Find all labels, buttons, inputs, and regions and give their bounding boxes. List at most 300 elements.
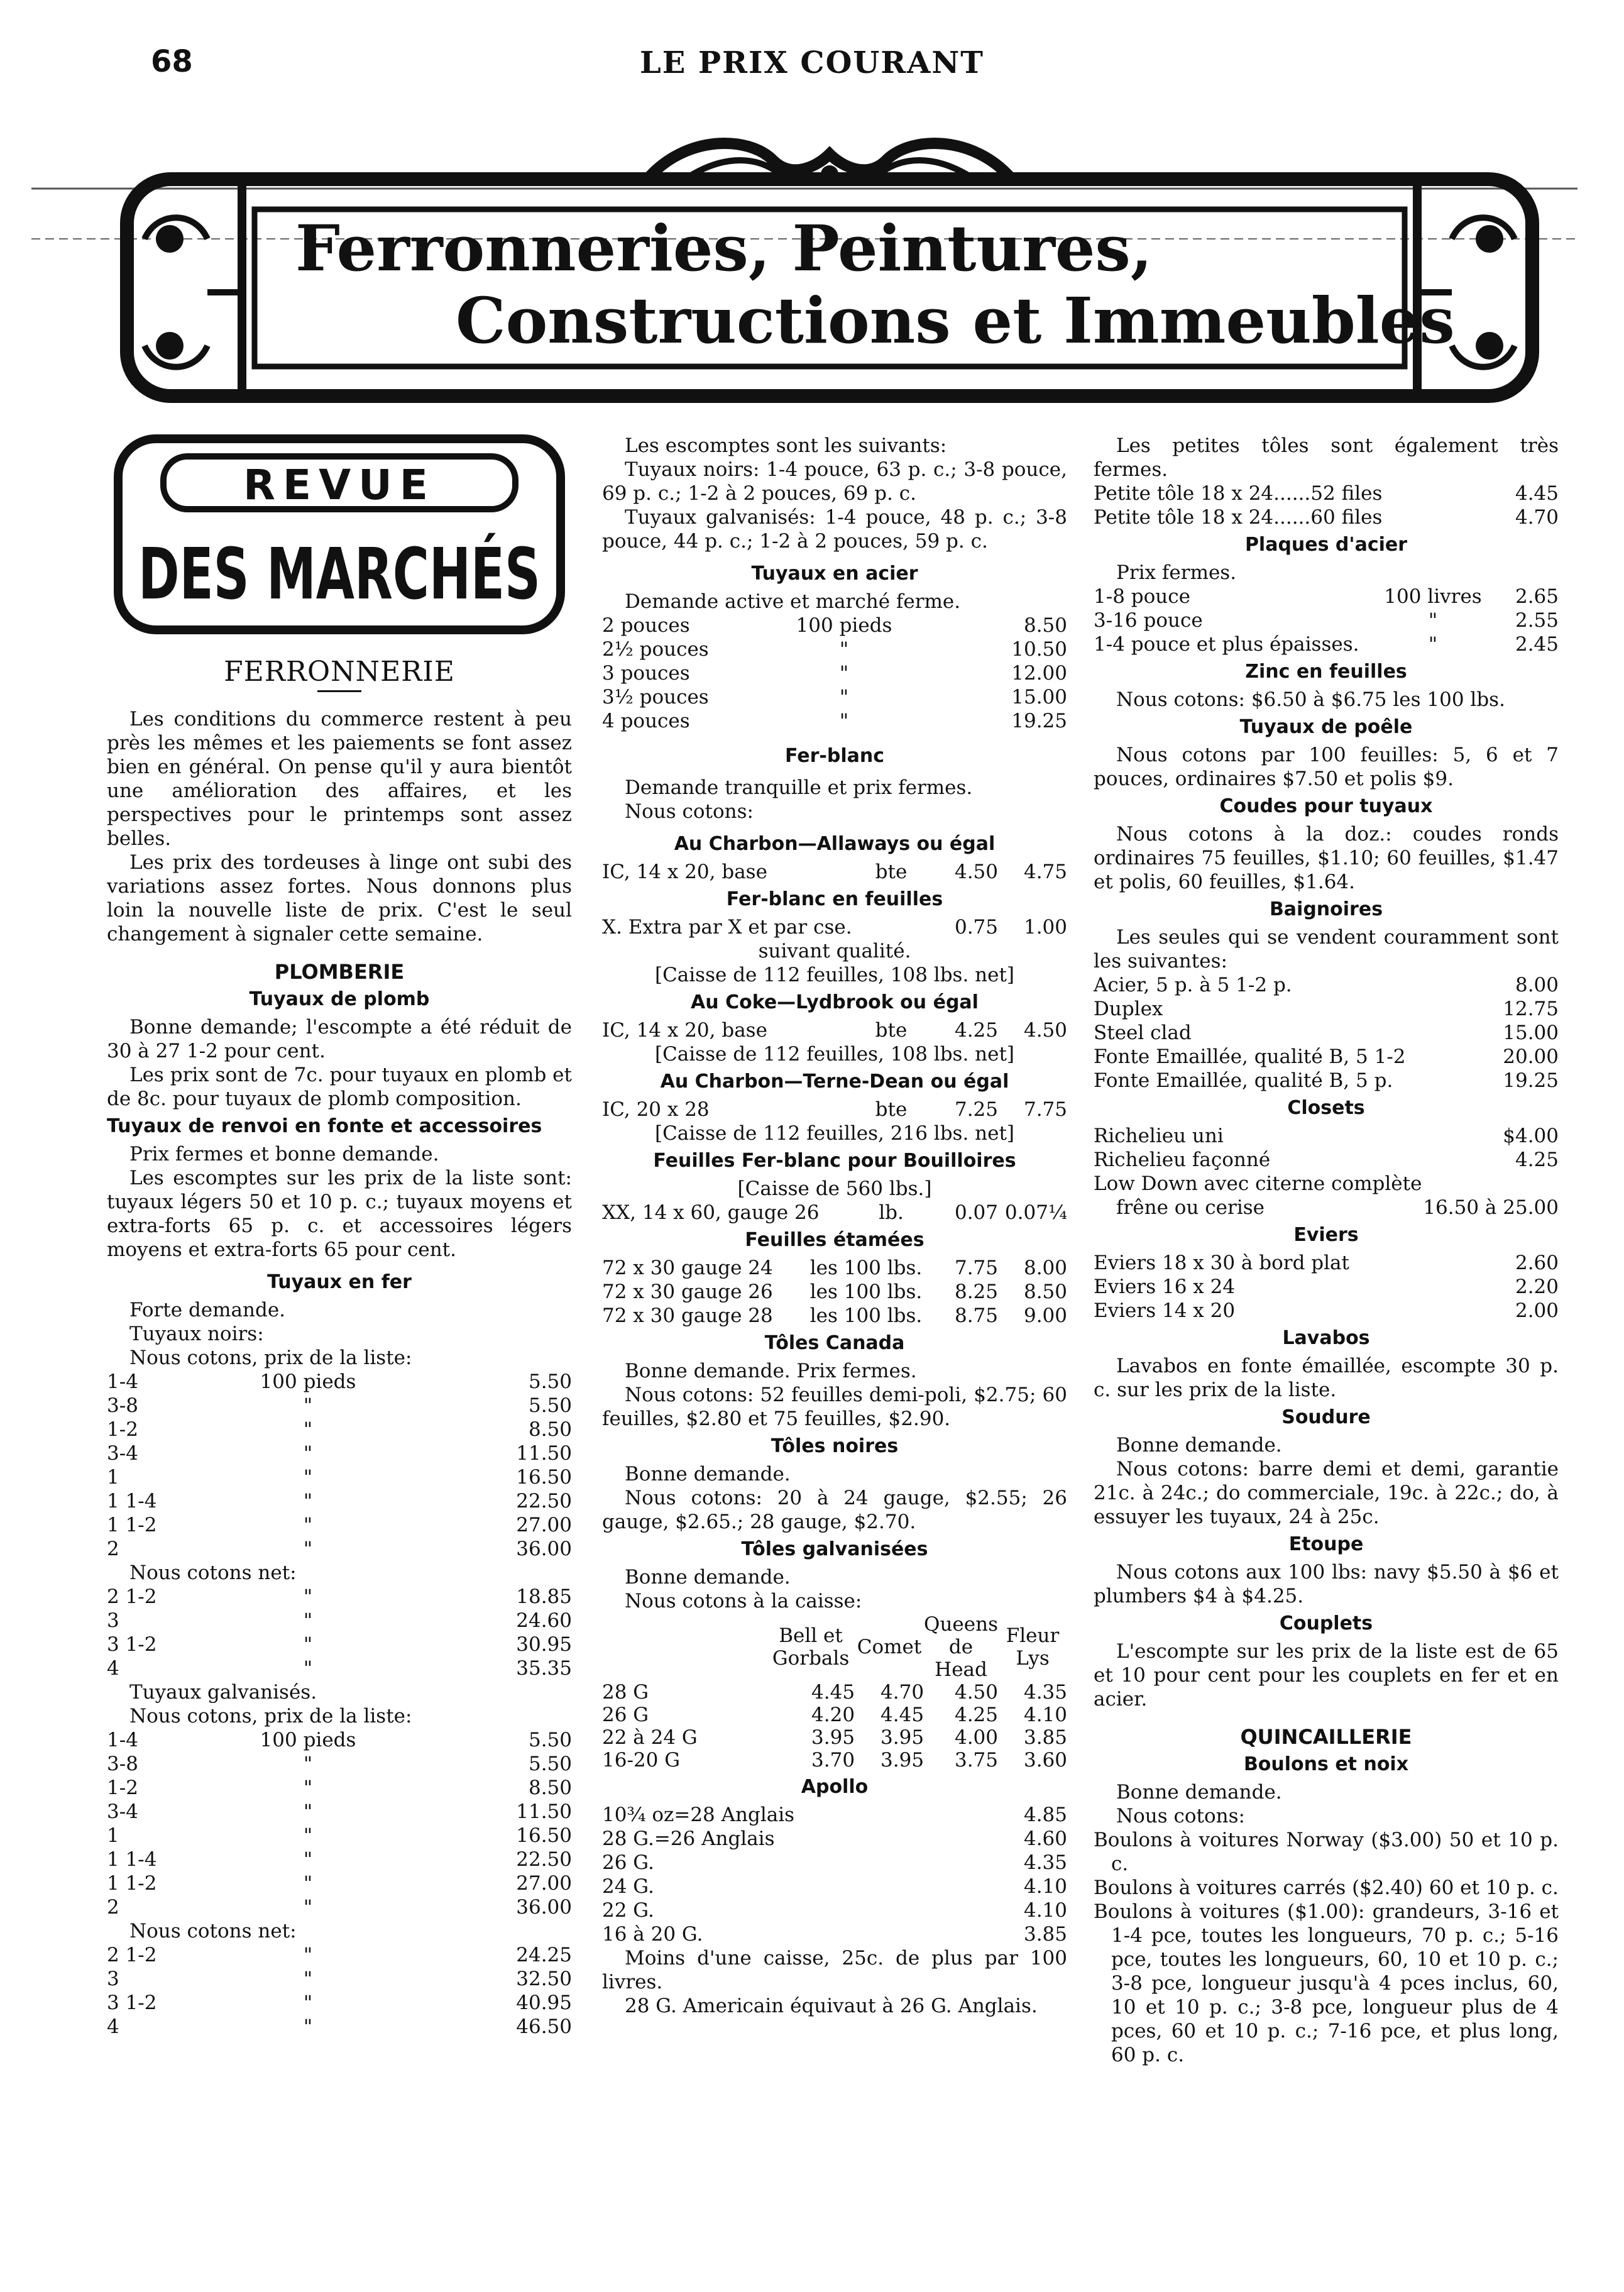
table-cell: 15.00	[1011, 686, 1067, 708]
table-cell: 4.10	[1023, 1899, 1067, 1922]
table-row	[1094, 1124, 1559, 1148]
table-cell: "	[303, 1394, 313, 1417]
table-cell: Petite tôle 18 x 24......60 files	[1094, 506, 1383, 529]
table-cell: "	[303, 1824, 313, 1847]
table-cell: 3.95	[881, 1749, 924, 1771]
table-row	[1094, 632, 1559, 656]
table-row	[1094, 1299, 1559, 1323]
table-cell: "	[839, 662, 849, 685]
paragraph: Les escomptes sur les prix de la liste sont: tuyaux légers 50 et 10 p. c.; tuyaux moyens et extra-forts 65 p. c. et accessoires légers moyens et extra-forts 65 pour cent.	[107, 1167, 572, 1261]
page-number: 68	[151, 44, 193, 79]
heading-plomberie: PLOMBERIE	[274, 960, 405, 984]
table-cell: 1 1-2	[107, 1514, 157, 1536]
table-cell: 2½ pouces	[602, 638, 709, 661]
table-cell: IC, 14 x 20, base	[602, 861, 767, 883]
table-cell: 5.50	[528, 1729, 572, 1751]
table-cell: 2	[107, 1896, 119, 1919]
table-cell: "	[303, 1848, 313, 1871]
table-row	[602, 1280, 1067, 1304]
price-table-noirs	[107, 1370, 572, 1561]
table-cell: 2 1-2	[107, 1585, 157, 1608]
table-row	[107, 1441, 572, 1465]
table-cell: 2	[107, 1538, 119, 1560]
heading-tuyaux-plomb: Tuyaux de plomb	[249, 988, 430, 1010]
paragraph: Les petites tôles sont également très fermes.	[1094, 434, 1559, 481]
text-line: Nous cotons:	[625, 800, 754, 823]
table-cell: 28 G	[602, 1681, 649, 1704]
table-cell: 16.50	[516, 1466, 572, 1489]
table-cell: 11.50	[516, 1800, 572, 1823]
heading-tuyaux-poele: Tuyaux de poêle	[1239, 716, 1413, 738]
table-row	[602, 1018, 1067, 1042]
text-line: suivant qualité.	[758, 940, 911, 962]
text-line: Nous cotons, prix de la liste:	[129, 1705, 412, 1727]
table-row	[107, 1943, 572, 1967]
table-cell: bte	[875, 1019, 908, 1042]
table-cell: "	[839, 638, 849, 661]
table-row	[107, 1513, 572, 1537]
table-row	[107, 1776, 572, 1800]
price-table-apollo	[602, 1803, 1067, 1946]
table-cell: 2.60	[1515, 1252, 1559, 1274]
table-cell: 72 x 30 gauge 28	[602, 1304, 773, 1327]
table-cell: 4.45	[881, 1704, 924, 1726]
text-line: Nous cotons à la caisse:	[625, 1590, 862, 1612]
paragraph: Nous cotons à la doz.: coudes ronds ordinaires 75 feuilles, $1.10; 60 feuilles, $1.47 et polis, 60 feuilles, $1.64.	[1094, 823, 1559, 893]
table-row	[602, 1749, 1067, 1771]
heading-tuyaux-fer: Tuyaux en fer	[267, 1271, 412, 1293]
section-banner	[119, 129, 1540, 405]
table-cell: lb.	[879, 1201, 904, 1224]
table-cell: "	[303, 1872, 313, 1895]
table-cell: "	[303, 1538, 313, 1560]
table-cell: 4.20	[811, 1704, 855, 1726]
table-cell: 100 pieds	[796, 614, 892, 637]
price-row-xx	[602, 1201, 1067, 1225]
table-cell: 3.85	[1023, 1923, 1067, 1946]
paragraph: Les prix sont de 7c. pour tuyaux en plomb et de 8c. pour tuyaux de plomb composition.	[107, 1064, 572, 1110]
table-cell: 1-4	[107, 1729, 138, 1751]
table-cell: 19.25	[1503, 1069, 1559, 1092]
table-cell: 4.25	[954, 1704, 998, 1726]
table-cell: les 100 lbs.	[809, 1257, 923, 1279]
table-cell: Duplex	[1094, 998, 1163, 1020]
paragraph: Les seules qui se vendent couramment sont les suivantes:	[1094, 926, 1559, 972]
table-cell: Eviers 14 x 20	[1094, 1299, 1236, 1322]
table-row	[107, 2015, 572, 2039]
table-cell: 4.60	[1023, 1827, 1067, 1850]
table-cell: 22 G.	[602, 1899, 654, 1922]
table-cell: 7.25	[954, 1098, 998, 1121]
table-cell: 15.00	[1503, 1022, 1559, 1044]
paragraph: Les prix des tordeuses à linge ont subi des variations assez fortes. Nous donnons plus loin la nouvelle liste de prix. C'est le seul changement à signaler cette semaine.	[107, 851, 572, 945]
table-cell: les 100 lbs.	[809, 1304, 923, 1327]
table-row	[602, 1851, 1067, 1875]
price-table-closets	[1094, 1124, 1559, 1172]
table-cell: 1-2	[107, 1777, 138, 1799]
table-cell: 16 à 20 G.	[602, 1923, 703, 1946]
table-cell: "	[303, 1968, 313, 1990]
table-cell: IC, 14 x 20, base	[602, 1019, 767, 1042]
table-row	[602, 1681, 1067, 1704]
table-cell: 12.75	[1503, 998, 1559, 1020]
column-3	[1094, 434, 1559, 2067]
table-cell: "	[839, 710, 849, 732]
paragraph: L'escompte sur les prix de la liste est de 65 et 10 pour cent pour les couplets en fer et en acier.	[1094, 1640, 1559, 1711]
table-cell: 4.10	[1023, 1704, 1067, 1726]
table-cell: 0.75	[954, 916, 998, 939]
text-line: Tuyaux noirs:	[129, 1323, 264, 1345]
table-cell: 10¾ oz=28 Anglais	[602, 1804, 795, 1826]
table-cell: 19.25	[1011, 710, 1067, 732]
table-cell: 24 G.	[602, 1875, 654, 1898]
table-cell: 3	[107, 1609, 119, 1632]
table-row	[107, 1800, 572, 1824]
heading-closets: Closets	[1287, 1097, 1365, 1119]
table-cell: 4 pouces	[602, 710, 690, 732]
table-cell: 3-16 pouce	[1094, 609, 1203, 632]
table-cell: 2.00	[1515, 1299, 1559, 1322]
paragraph: Les conditions du commerce restent à peu près les mêmes et les paiements se font assez bien en général. On pense qu'il y aura bientôt une amélioration des affaires, et les perspectives pour le printemps sont assez belles.	[107, 708, 572, 850]
table-cell: 2 1-2	[107, 1944, 157, 1966]
table-cell: 26 G.	[602, 1851, 654, 1874]
table-cell: 36.00	[516, 1538, 572, 1560]
table-cell: 0.07	[954, 1201, 998, 1224]
paragraph: Lavabos en fonte émaillée, escompte 30 p. c. sur les prix de la liste.	[1094, 1355, 1559, 1401]
table-cell: Eviers 16 x 24	[1094, 1275, 1236, 1298]
table-cell: "	[303, 1442, 313, 1465]
price-table-eviers	[1094, 1251, 1559, 1323]
table-cell: bte	[875, 1098, 908, 1121]
table-cell: 72 x 30 gauge 26	[602, 1281, 773, 1303]
table-cell: 3-8	[107, 1394, 138, 1417]
table-row	[602, 661, 1067, 685]
table-cell: 8.00	[1515, 974, 1559, 996]
table-row	[1094, 1021, 1559, 1045]
table-cell: "	[303, 1514, 313, 1536]
text-line: Forte demande.	[129, 1299, 286, 1321]
table-row	[107, 1656, 572, 1680]
table-cell: "	[839, 686, 849, 708]
table-cell: 2.65	[1515, 585, 1559, 608]
paragraph: Nous cotons: 52 feuilles demi-poli, $2.75; 60 feuilles, $2.80 et 75 feuilles, $2.90.	[602, 1384, 1067, 1430]
table-row	[1094, 973, 1559, 997]
table-cell: XX, 14 x 60, gauge 26	[602, 1201, 820, 1224]
table-cell: "	[303, 2015, 313, 2038]
paragraph: Nous cotons: 20 à 24 gauge, $2.55; 26 gauge, $2.65.; 28 gauge, $2.70.	[602, 1487, 1067, 1533]
table-row	[107, 1633, 572, 1656]
table-cell: 28 G.=26 Anglais	[602, 1827, 775, 1850]
table-cell: 3-8	[107, 1753, 138, 1775]
table-cell: "	[303, 1992, 313, 2014]
column-header: Comet	[857, 1636, 922, 1658]
heading-plaques-acier: Plaques d'acier	[1244, 534, 1408, 556]
heading-apollo: Apollo	[801, 1776, 869, 1798]
heading-soudure: Soudure	[1281, 1406, 1371, 1428]
table-cell: 4.00	[954, 1726, 998, 1749]
table-row	[107, 1370, 572, 1394]
table-row	[1094, 1148, 1559, 1172]
table-row	[602, 860, 1067, 884]
price-row-coke	[602, 1018, 1067, 1042]
table-row	[107, 1991, 572, 2015]
heading-boulons: Boulons et noix	[1243, 1753, 1409, 1775]
table-cell: 4.50	[954, 1681, 998, 1704]
table-cell: 22.50	[516, 1848, 572, 1871]
table-cell: 3	[107, 1968, 119, 1990]
table-cell: 4.45	[1515, 482, 1559, 505]
heading-fer-blanc-feuilles: Fer-blanc en feuilles	[726, 888, 943, 910]
table-cell: 3.60	[1023, 1749, 1067, 1771]
table-row	[107, 1585, 572, 1609]
table-cell: "	[303, 1657, 313, 1680]
table-cell: 40.95	[516, 1992, 572, 2014]
table-cell: Steel clad	[1094, 1022, 1192, 1044]
table-cell: 2 pouces	[602, 614, 690, 637]
text-line: Bonne demande.	[1116, 1434, 1282, 1457]
table-cell: 3.95	[811, 1726, 855, 1749]
table-cell: "	[303, 1896, 313, 1919]
table-cell: 2.20	[1515, 1275, 1559, 1298]
table-cell: "	[303, 1585, 313, 1608]
table-cell: 100 pieds	[260, 1370, 356, 1393]
table-cell: Petite tôle 18 x 24......52 files	[1094, 482, 1383, 505]
table-cell: 3 1-2	[107, 1633, 157, 1656]
table-cell: 3 pouces	[602, 662, 690, 685]
heading-tuyaux-acier: Tuyaux en acier	[751, 563, 918, 585]
table-row	[1094, 1275, 1559, 1299]
table-row	[107, 1418, 572, 1441]
table-cell: 46.50	[516, 2015, 572, 2038]
price-table-plaques	[1094, 585, 1559, 656]
table-cell: 32.50	[516, 1968, 572, 1990]
text-line: Nous cotons net:	[129, 1920, 297, 1942]
table-cell: les 100 lbs.	[809, 1281, 923, 1303]
table-row	[602, 1256, 1067, 1280]
table-row	[107, 1537, 572, 1561]
table-cell: 4.50	[1023, 1019, 1067, 1042]
paragraph: Nous cotons: $6.50 à $6.75 les 100 lbs.	[1116, 688, 1505, 711]
table-cell: 8.75	[954, 1304, 998, 1327]
table-cell: 30.95	[516, 1633, 572, 1656]
heading-zinc: Zinc en feuilles	[1245, 661, 1407, 683]
table-cell: 3 1-2	[107, 1992, 157, 2014]
table-cell: 72 x 30 gauge 24	[602, 1257, 773, 1279]
table-cell: 1-2	[107, 1418, 138, 1441]
table-cell: 7.75	[954, 1257, 998, 1279]
section-ferronnerie: FERRONNERIE	[224, 656, 455, 688]
paragraph: Tuyaux noirs: 1-4 pouce, 63 p. c.; 3-8 pouce, 69 p. c.; 1-2 à 2 pouces, 69 p. c.	[602, 458, 1067, 505]
column-header: Fleur Lys	[1006, 1624, 1060, 1670]
text-line: Prix fermes.	[1116, 561, 1237, 584]
table-cell: 4.85	[1023, 1804, 1067, 1826]
table-cell: 100 pieds	[260, 1729, 356, 1751]
table-cell: 1 1-4	[107, 1848, 157, 1871]
heading-eviers: Eviers	[1293, 1224, 1359, 1246]
table-cell: 3-4	[107, 1442, 138, 1465]
table-cell: 4.75	[1023, 861, 1067, 883]
column-2	[602, 434, 1067, 2018]
price-table-acier	[602, 614, 1067, 733]
table-cell: "	[303, 1800, 313, 1823]
text-line: Bonne demande. Prix fermes.	[625, 1360, 917, 1382]
table-cell: 18.85	[516, 1585, 572, 1608]
table-cell: 4.70	[881, 1681, 924, 1704]
table-cell: 22 à 24 G	[602, 1726, 698, 1749]
table-cell: "	[303, 1418, 313, 1441]
paragraph: Nous cotons aux 100 lbs: navy $5.50 à $6 et plumbers $4 à $4.25.	[1094, 1561, 1559, 1607]
table-cell: 1 1-4	[107, 1490, 157, 1512]
column-header: Queens de Head	[924, 1613, 998, 1681]
table-row	[107, 1752, 572, 1776]
heading-bouilloires: Feuilles Fer-blanc pour Bouilloires	[653, 1150, 1016, 1172]
cell: frêne ou cerise	[1116, 1196, 1265, 1219]
table-cell: 12.00	[1011, 662, 1067, 685]
table-cell: 24.25	[516, 1944, 572, 1966]
table-cell: "	[303, 1609, 313, 1632]
table-cell: 2.45	[1515, 633, 1559, 656]
column-header	[602, 1613, 767, 1681]
table-cell: 9.00	[1023, 1304, 1067, 1327]
table-cell: 26 G	[602, 1704, 649, 1726]
table-row	[602, 709, 1067, 733]
table-cell: 5.50	[528, 1394, 572, 1417]
table-row	[602, 685, 1067, 709]
table-cell: "	[303, 1777, 313, 1799]
table-row	[107, 1848, 572, 1871]
table-cell: 35.35	[516, 1657, 572, 1680]
cell: 16.50 à 25.00	[1423, 1196, 1559, 1219]
table-row	[107, 1895, 572, 1919]
table-cell: 7.75	[1023, 1098, 1067, 1121]
table-cell: "	[303, 1633, 313, 1656]
table-cell: 4.35	[1023, 1851, 1067, 1874]
table-cell: 3.95	[881, 1726, 924, 1749]
table-cell: "	[303, 1490, 313, 1512]
table-row	[1094, 482, 1559, 505]
table-cell: 4.10	[1023, 1875, 1067, 1898]
table-row	[602, 915, 1067, 939]
table-cell: 10.50	[1011, 638, 1067, 661]
table-row	[1094, 1045, 1559, 1069]
price-row-allaways	[602, 860, 1067, 884]
table-row	[602, 1098, 1067, 1121]
table-cell: "	[303, 1466, 313, 1489]
table-cell: Richelieu uni	[1094, 1125, 1224, 1147]
price-row-lowdown	[1094, 1196, 1559, 1220]
table-cell: "	[1428, 633, 1438, 656]
table-row	[107, 1824, 572, 1848]
table-cell: 100 livres	[1384, 585, 1482, 608]
table-row	[1094, 585, 1559, 609]
table-cell: 4	[107, 1657, 119, 1680]
text-line: Les escomptes sont les suivants:	[625, 434, 947, 457]
paragraph: Boulons à voitures carrés ($2.40) 60 et 10 p. c.	[1094, 1876, 1559, 1899]
table-cell: "	[303, 1753, 313, 1775]
table-cell: $4.00	[1503, 1125, 1559, 1147]
heading-coke: Au Coke—Lydbrook ou égal	[691, 991, 979, 1013]
text-line: Demande active et marché ferme.	[625, 590, 961, 613]
table-row	[602, 1803, 1067, 1827]
text-line: Nous cotons net:	[129, 1562, 297, 1584]
table-cell: 36.00	[516, 1896, 572, 1919]
heading-fer-blanc: Fer-blanc	[784, 745, 884, 767]
table-cell: 1-4	[107, 1370, 138, 1393]
paragraph: Moins d'une caisse, 25c. de plus par 100 livres.	[602, 1947, 1067, 1993]
heading-baignoires: Baignoires	[1269, 898, 1383, 920]
table-cell: 1 1-2	[107, 1872, 157, 1895]
paragraph: Prix fermes et bonne demande.	[129, 1143, 439, 1165]
table-row	[602, 1922, 1067, 1946]
table-cell: 11.50	[516, 1442, 572, 1465]
paragraph: Tuyaux galvanisés: 1-4 pouce, 48 p. c.; 3-8 pouce, 44 p. c.; 1-2 à 2 pouces, 59 p. c.	[602, 506, 1067, 553]
text-line: Nous cotons:	[1116, 1805, 1245, 1827]
price-table-baignoires	[1094, 973, 1559, 1093]
table-cell: 4.45	[811, 1681, 855, 1704]
heading-toles-galvanisees: Tôles galvanisées	[741, 1538, 928, 1560]
table-row	[602, 1726, 1067, 1749]
heading-etamees: Feuilles étamées	[745, 1229, 924, 1251]
price-table-galvanises	[107, 1728, 572, 1919]
table-cell: 3.70	[811, 1749, 855, 1771]
table-row	[107, 1609, 572, 1633]
table-cell: 5.50	[528, 1370, 572, 1393]
table-row	[107, 1465, 572, 1489]
running-title: LE PRIX COURANT	[639, 45, 985, 80]
table-cell: 8.50	[528, 1418, 572, 1441]
text-line: [Caisse de 112 feuilles, 108 lbs. net]	[654, 1043, 1015, 1066]
table-row	[107, 1728, 572, 1752]
table-cell: Fonte Emaillée, qualité B, 5 p.	[1094, 1069, 1393, 1092]
revue-bottom-text: DES MARCHÉS	[138, 534, 708, 615]
table-cell: 1	[107, 1824, 119, 1847]
text-line: Bonne demande.	[625, 1463, 791, 1485]
price-table-etamees	[602, 1256, 1067, 1328]
paragraph: 28 G. Americain équivaut à 26 G. Anglais.	[625, 1995, 1038, 2017]
table-cell: 5.50	[528, 1753, 572, 1775]
text-line: [Caisse de 112 feuilles, 108 lbs. net]	[654, 964, 1015, 986]
table-row	[1094, 997, 1559, 1021]
table-cell: 24.60	[516, 1609, 572, 1632]
table-cell: 20.00	[1503, 1045, 1559, 1068]
column-header: Bell et Gorbals	[772, 1624, 850, 1670]
table-cell: 0.07¼	[1004, 1201, 1067, 1224]
heading-coudes: Coudes pour tuyaux	[1219, 795, 1433, 817]
table-header-row	[602, 1613, 1067, 1681]
paragraph: Nous cotons: barre demi et demi, garantie 21c. à 24c.; do commerciale, 19c. à 22c.; do, à essuyer les tuyaux, 24 à 25c.	[1094, 1458, 1559, 1528]
table-row	[1094, 1251, 1559, 1275]
price-row-terne	[602, 1098, 1067, 1121]
table-cell: "	[1428, 609, 1438, 632]
table-cell: 1	[107, 1466, 119, 1489]
table-cell: 4.35	[1023, 1681, 1067, 1704]
table-cell: 8.50	[528, 1777, 572, 1799]
heading-terne: Au Charbon—Terne-Dean ou égal	[660, 1071, 1009, 1093]
table-cell: X. Extra par X et par cse.	[602, 916, 852, 939]
table-cell: 27.00	[516, 1514, 572, 1536]
table-row	[1094, 1069, 1559, 1093]
table-row	[1094, 609, 1559, 632]
heading-renvoi: Tuyaux de renvoi en fonte et accessoires	[107, 1115, 542, 1137]
table-cell: 27.00	[516, 1872, 572, 1895]
price-table-petites-toles	[1094, 482, 1559, 529]
table-row	[107, 1489, 572, 1513]
table-cell: 4.25	[1515, 1149, 1559, 1171]
price-table-noirs-net	[107, 1585, 572, 1680]
table-row	[602, 1704, 1067, 1726]
table-cell: 4.50	[954, 861, 998, 883]
table-cell: Richelieu façonné	[1094, 1149, 1271, 1171]
